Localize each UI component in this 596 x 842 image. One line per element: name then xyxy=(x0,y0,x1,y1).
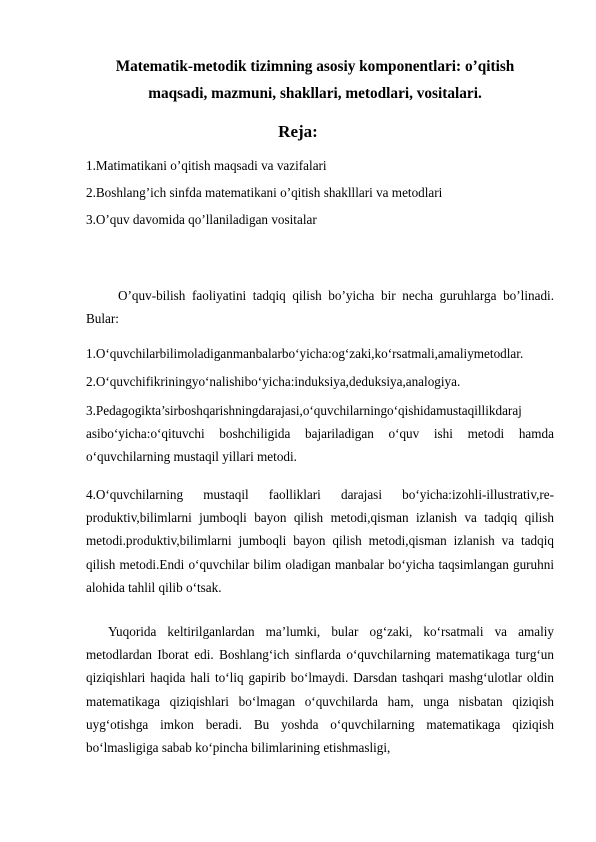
list-item-3: 3.Pedagogikta’sirboshqarishningdarajasi,o‘quvchilarningo‘qishidamustaqillikdaraj asibo‘yicha:o‘qituvchi boshchiligida bajariladigan o‘quv ishi metodi hamda o‘quvchilarning mustaqil yillari metodi. xyxy=(86,403,554,465)
plan-heading: Reja: xyxy=(278,122,318,141)
document-title: Matematik-metodik tizimning asosiy komponentlari: o’qitish maqsadi, mazmuni, shakllari, metodlari, vositalari. xyxy=(115,58,515,102)
plan-item-2: 2.Boshlang’ich sinfda matematikani o’qitish shaklllari va metodlari xyxy=(86,185,443,200)
body-paragraph: Yuqorida keltirilganlardan ma’lumki, bular og‘zaki, ko‘rsatmali va amaliy metodlardan Iborat edi. Boshlang‘ich sinflarda o‘quvchilarning matematikaga turg‘un qiziqishlari haqida hali to‘liq gapirib bo‘lmaydi. Darsdan tashqari mashg‘ulotlar oldin matematikaga qiziqishlari bo‘lmagan o‘quvchilarda ham, unga nisbatan qiziqish uyg‘otishga imkon beradi. Bu yoshda o‘quvchilarning matematikaga qiziqish bo‘lmasligiga sabab ko‘pincha bilimlarining etishmasligi, xyxy=(86,624,554,756)
plan-item-1: 1.Matimatikani o’qitish maqsadi va vazifalari xyxy=(86,158,327,173)
list-item-2: 2.O‘quvchifikriningyo‘nalishibo‘yicha:induksiya,deduksiya,analogiya. xyxy=(86,374,461,389)
intro-paragraph: O’quv-bilish faoliyatini tadqiq qilish bo’yicha bir necha guruhlarga bo’linadi. Bular: xyxy=(86,288,554,327)
list-item-4: 4.O‘quvchilarning mustaqil faolliklari darajasi bo‘yicha:izohli-illustrativ,re-produktiv,bilimlarni jumboqli bayon qilish metodi,qisman izlanish va tadqiq qilish metodi.produktiv,bilimlarni jumboqli bayon qilish metodi,qisman izlanish va tadqiq qilish metodi.Endi o‘quvchilar bilim oladigan manbalar bo‘yicha taqsimlangan guruhni alohida tahlil qilib o‘tsak. xyxy=(86,487,554,595)
plan-item-3: 3.O’quv davomida qo’llaniladigan vositalar xyxy=(86,212,317,227)
list-item-1: 1.O‘quvchilarbilimoladiganmanbalarbo‘yicha:og‘zaki,ko‘rsatmali,amaliymetodlar. xyxy=(86,346,524,361)
